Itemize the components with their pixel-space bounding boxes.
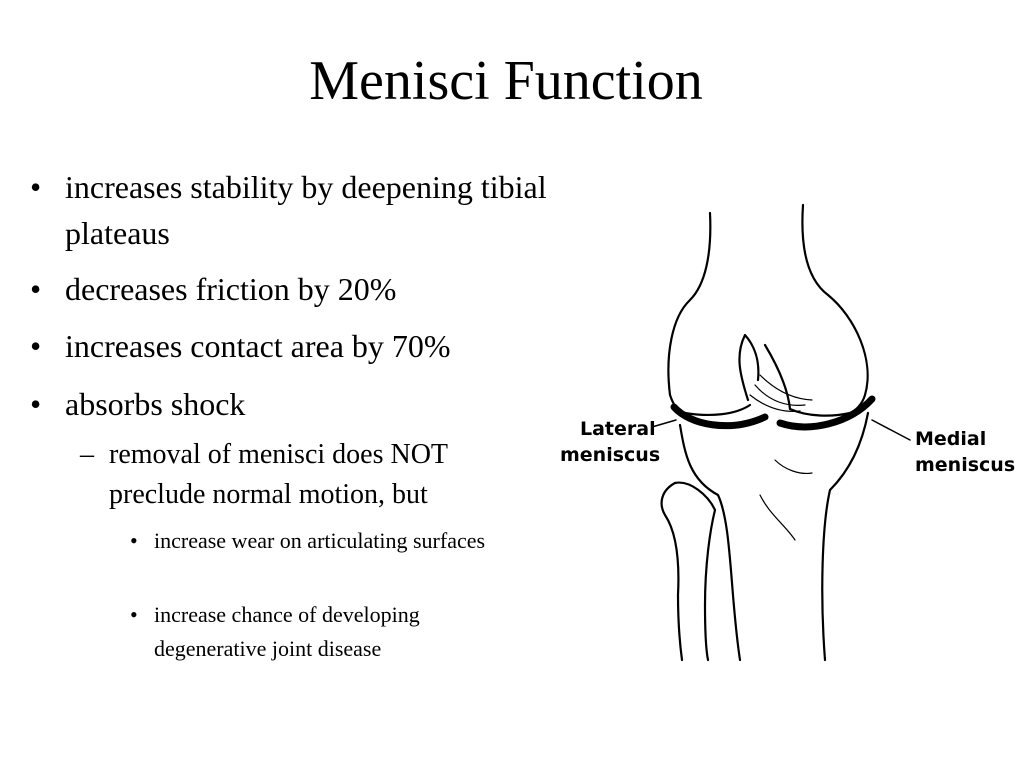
bullet-item (30, 323, 550, 369)
bullet-item (30, 381, 550, 427)
lateral-meniscus-shape (674, 407, 765, 426)
lateral-label-line1: Lateral (580, 418, 656, 440)
medial-label-line2: meniscus (915, 454, 1016, 476)
sub-sub-bullet-text: increase chance of developing degenerative joint disease (154, 602, 420, 661)
knee-diagram (550, 195, 1020, 670)
sub-bullet-text: removal of menisci does NOT preclude normal motion, but (109, 439, 448, 510)
bullet-item (30, 266, 550, 312)
bullet-text: increases stability by deepening tibial plateaus (65, 169, 547, 251)
medial-meniscus-shape (780, 399, 872, 427)
slide-title: Menisci Function (309, 50, 703, 112)
tibia-outline (680, 425, 740, 660)
femur-outline (802, 205, 867, 413)
lateral-label-line2: meniscus (560, 444, 661, 466)
bullet-text: increases contact area by 70% (65, 328, 451, 364)
sub-sub-bullet-item (130, 524, 510, 558)
sub-sub-bullet-text: increase wear on articulating surfaces (154, 528, 486, 553)
bullet-text: absorbs shock (65, 386, 246, 422)
bullet-text: decreases friction by 20% (65, 271, 397, 307)
bullet-marker: • (30, 169, 42, 205)
bullet-marker: • (30, 328, 42, 364)
tibia-outline (822, 413, 868, 660)
medial-label-line1: Medial (915, 428, 987, 450)
sub-sub-bullet-marker: • (130, 602, 138, 627)
bullet-item (30, 164, 550, 256)
sub-bullet-item (80, 435, 540, 515)
sub-bullet-marker: – (80, 439, 94, 470)
bullet-marker: • (30, 386, 42, 422)
bullet-marker: • (30, 271, 42, 307)
femur-outline (668, 213, 710, 413)
fibula-outline (662, 483, 682, 660)
sub-sub-bullet-marker: • (130, 528, 138, 553)
sub-sub-bullet-item (130, 598, 510, 666)
